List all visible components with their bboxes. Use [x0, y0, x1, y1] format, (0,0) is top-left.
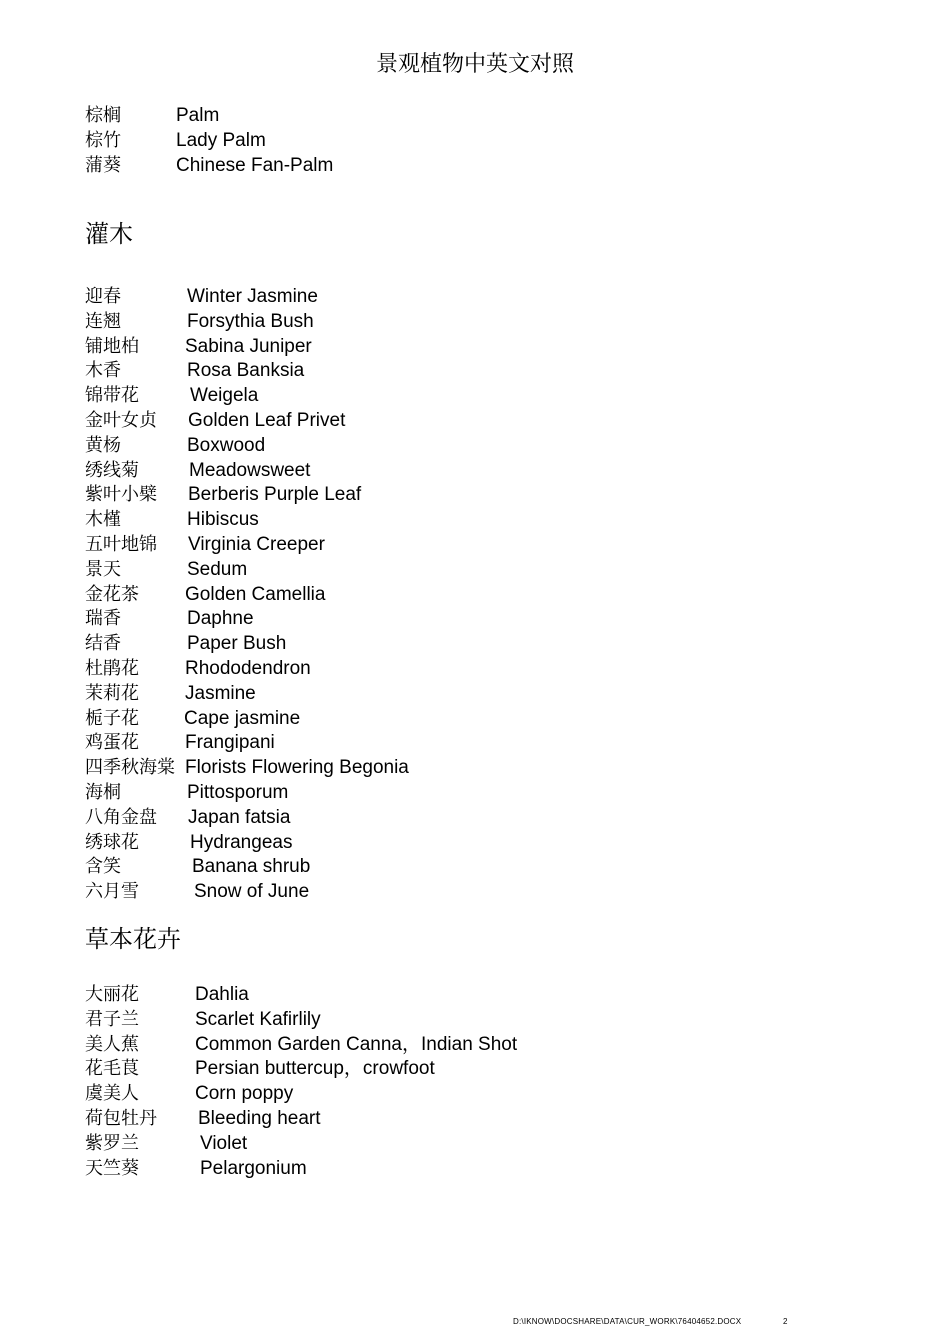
english-name: Daphne — [187, 608, 254, 630]
english-name: Berberis Purple Leaf — [188, 484, 362, 506]
chinese-name: 棕榈 — [85, 105, 121, 126]
english-name: Lady Palm — [176, 129, 266, 151]
chinese-name: 虞美人 — [85, 1083, 139, 1105]
chinese-name: 五叶地锦 — [85, 533, 157, 555]
english-name: Cape jasmine — [184, 707, 301, 729]
chinese-name: 金花茶 — [85, 583, 139, 605]
english-name: Rosa Banksia — [187, 360, 305, 382]
english-name: Banana shrub — [192, 856, 311, 878]
chinese-name: 四季秋海棠 — [85, 757, 175, 779]
english-name: Paper Bush — [187, 633, 287, 655]
chinese-name: 黄杨 — [85, 434, 121, 456]
english-name: Boxwood — [187, 434, 266, 456]
section-heading-herbaceous: 草本花卉 — [85, 925, 181, 953]
english-name: Chinese Fan-Palm — [176, 154, 334, 176]
chinese-name: 迎春 — [85, 286, 121, 307]
english-name: Hibiscus — [187, 509, 259, 531]
english-name: Forsythia Bush — [187, 310, 314, 332]
english-name: Hydrangeas — [190, 831, 293, 853]
chinese-name: 荷包牡丹 — [85, 1107, 157, 1129]
chinese-name: 君子兰 — [85, 1008, 139, 1030]
english-name: Sedum — [187, 558, 248, 580]
page-footer — [513, 1316, 788, 1328]
chinese-name: 棕竹 — [85, 129, 121, 151]
english-name: Pelargonium — [200, 1157, 307, 1179]
english-name: Winter Jasmine — [187, 286, 318, 307]
chinese-name: 绣球花 — [85, 831, 139, 853]
chinese-name: 结香 — [85, 633, 121, 655]
english-name: Dahlia — [195, 984, 249, 1005]
english-name: Violet — [200, 1132, 248, 1154]
english-name: Japan fatsia — [188, 806, 291, 828]
chinese-name: 紫叶小檗 — [85, 484, 157, 506]
chinese-name: 紫罗兰 — [85, 1132, 139, 1154]
english-name: Jasmine — [185, 682, 256, 704]
section-heading-shrubs: 灌木 — [85, 220, 133, 248]
chinese-name: 木槿 — [85, 509, 121, 531]
english-name: Frangipani — [185, 732, 275, 754]
chinese-name: 八角金盘 — [85, 806, 157, 828]
english-name: Common Garden Canna，Indian Shot — [195, 1033, 518, 1055]
chinese-name: 景天 — [85, 558, 121, 580]
english-name: Florists Flowering Begonia — [185, 757, 409, 779]
chinese-name: 铺地柏 — [85, 335, 139, 357]
english-name: Virginia Creeper — [188, 533, 325, 555]
english-name: Golden Leaf Privet — [188, 409, 346, 431]
page-title: 景观植物中英文对照 — [375, 52, 574, 77]
chinese-name: 天竺葵 — [85, 1157, 139, 1179]
english-name: Corn poppy — [195, 1083, 294, 1105]
chinese-name: 栀子花 — [85, 707, 139, 729]
english-name: Bleeding heart — [198, 1107, 321, 1129]
english-name: Rhododendron — [185, 657, 311, 679]
chinese-name: 六月雪 — [85, 881, 139, 903]
english-name: Snow of June — [194, 881, 310, 903]
chinese-name: 绣线菊 — [85, 459, 139, 481]
chinese-name: 海桐 — [85, 781, 121, 803]
english-name: Pittosporum — [187, 781, 289, 803]
chinese-name: 瑞香 — [85, 608, 121, 630]
chinese-name: 锦带花 — [85, 385, 139, 407]
chinese-name: 大丽花 — [85, 984, 139, 1005]
chinese-name: 花毛茛 — [85, 1058, 139, 1080]
english-name: Palm — [176, 105, 220, 126]
file-path: D:\IKNOW\DOCSHARE\DATA\CUR_WORK\76404652.DOCX — [513, 1317, 742, 1326]
english-name: Sabina Juniper — [185, 335, 312, 357]
page-number: 2 — [783, 1317, 788, 1326]
english-name: Persian buttercup，crowfoot — [195, 1058, 435, 1080]
chinese-name: 金叶女贞 — [85, 409, 157, 431]
chinese-name: 茉莉花 — [85, 682, 139, 704]
chinese-name: 木香 — [85, 360, 121, 382]
chinese-name: 连翘 — [85, 310, 121, 332]
english-name: Meadowsweet — [189, 459, 311, 481]
english-name: Weigela — [190, 385, 259, 407]
english-name: Scarlet Kafirlily — [195, 1008, 321, 1030]
chinese-name: 蒲葵 — [85, 154, 121, 176]
chinese-name: 美人蕉 — [85, 1033, 139, 1055]
english-name: Golden Camellia — [185, 583, 326, 605]
chinese-name: 杜鹃花 — [85, 657, 139, 679]
chinese-name: 含笑 — [85, 856, 121, 878]
chinese-name: 鸡蛋花 — [85, 732, 139, 754]
